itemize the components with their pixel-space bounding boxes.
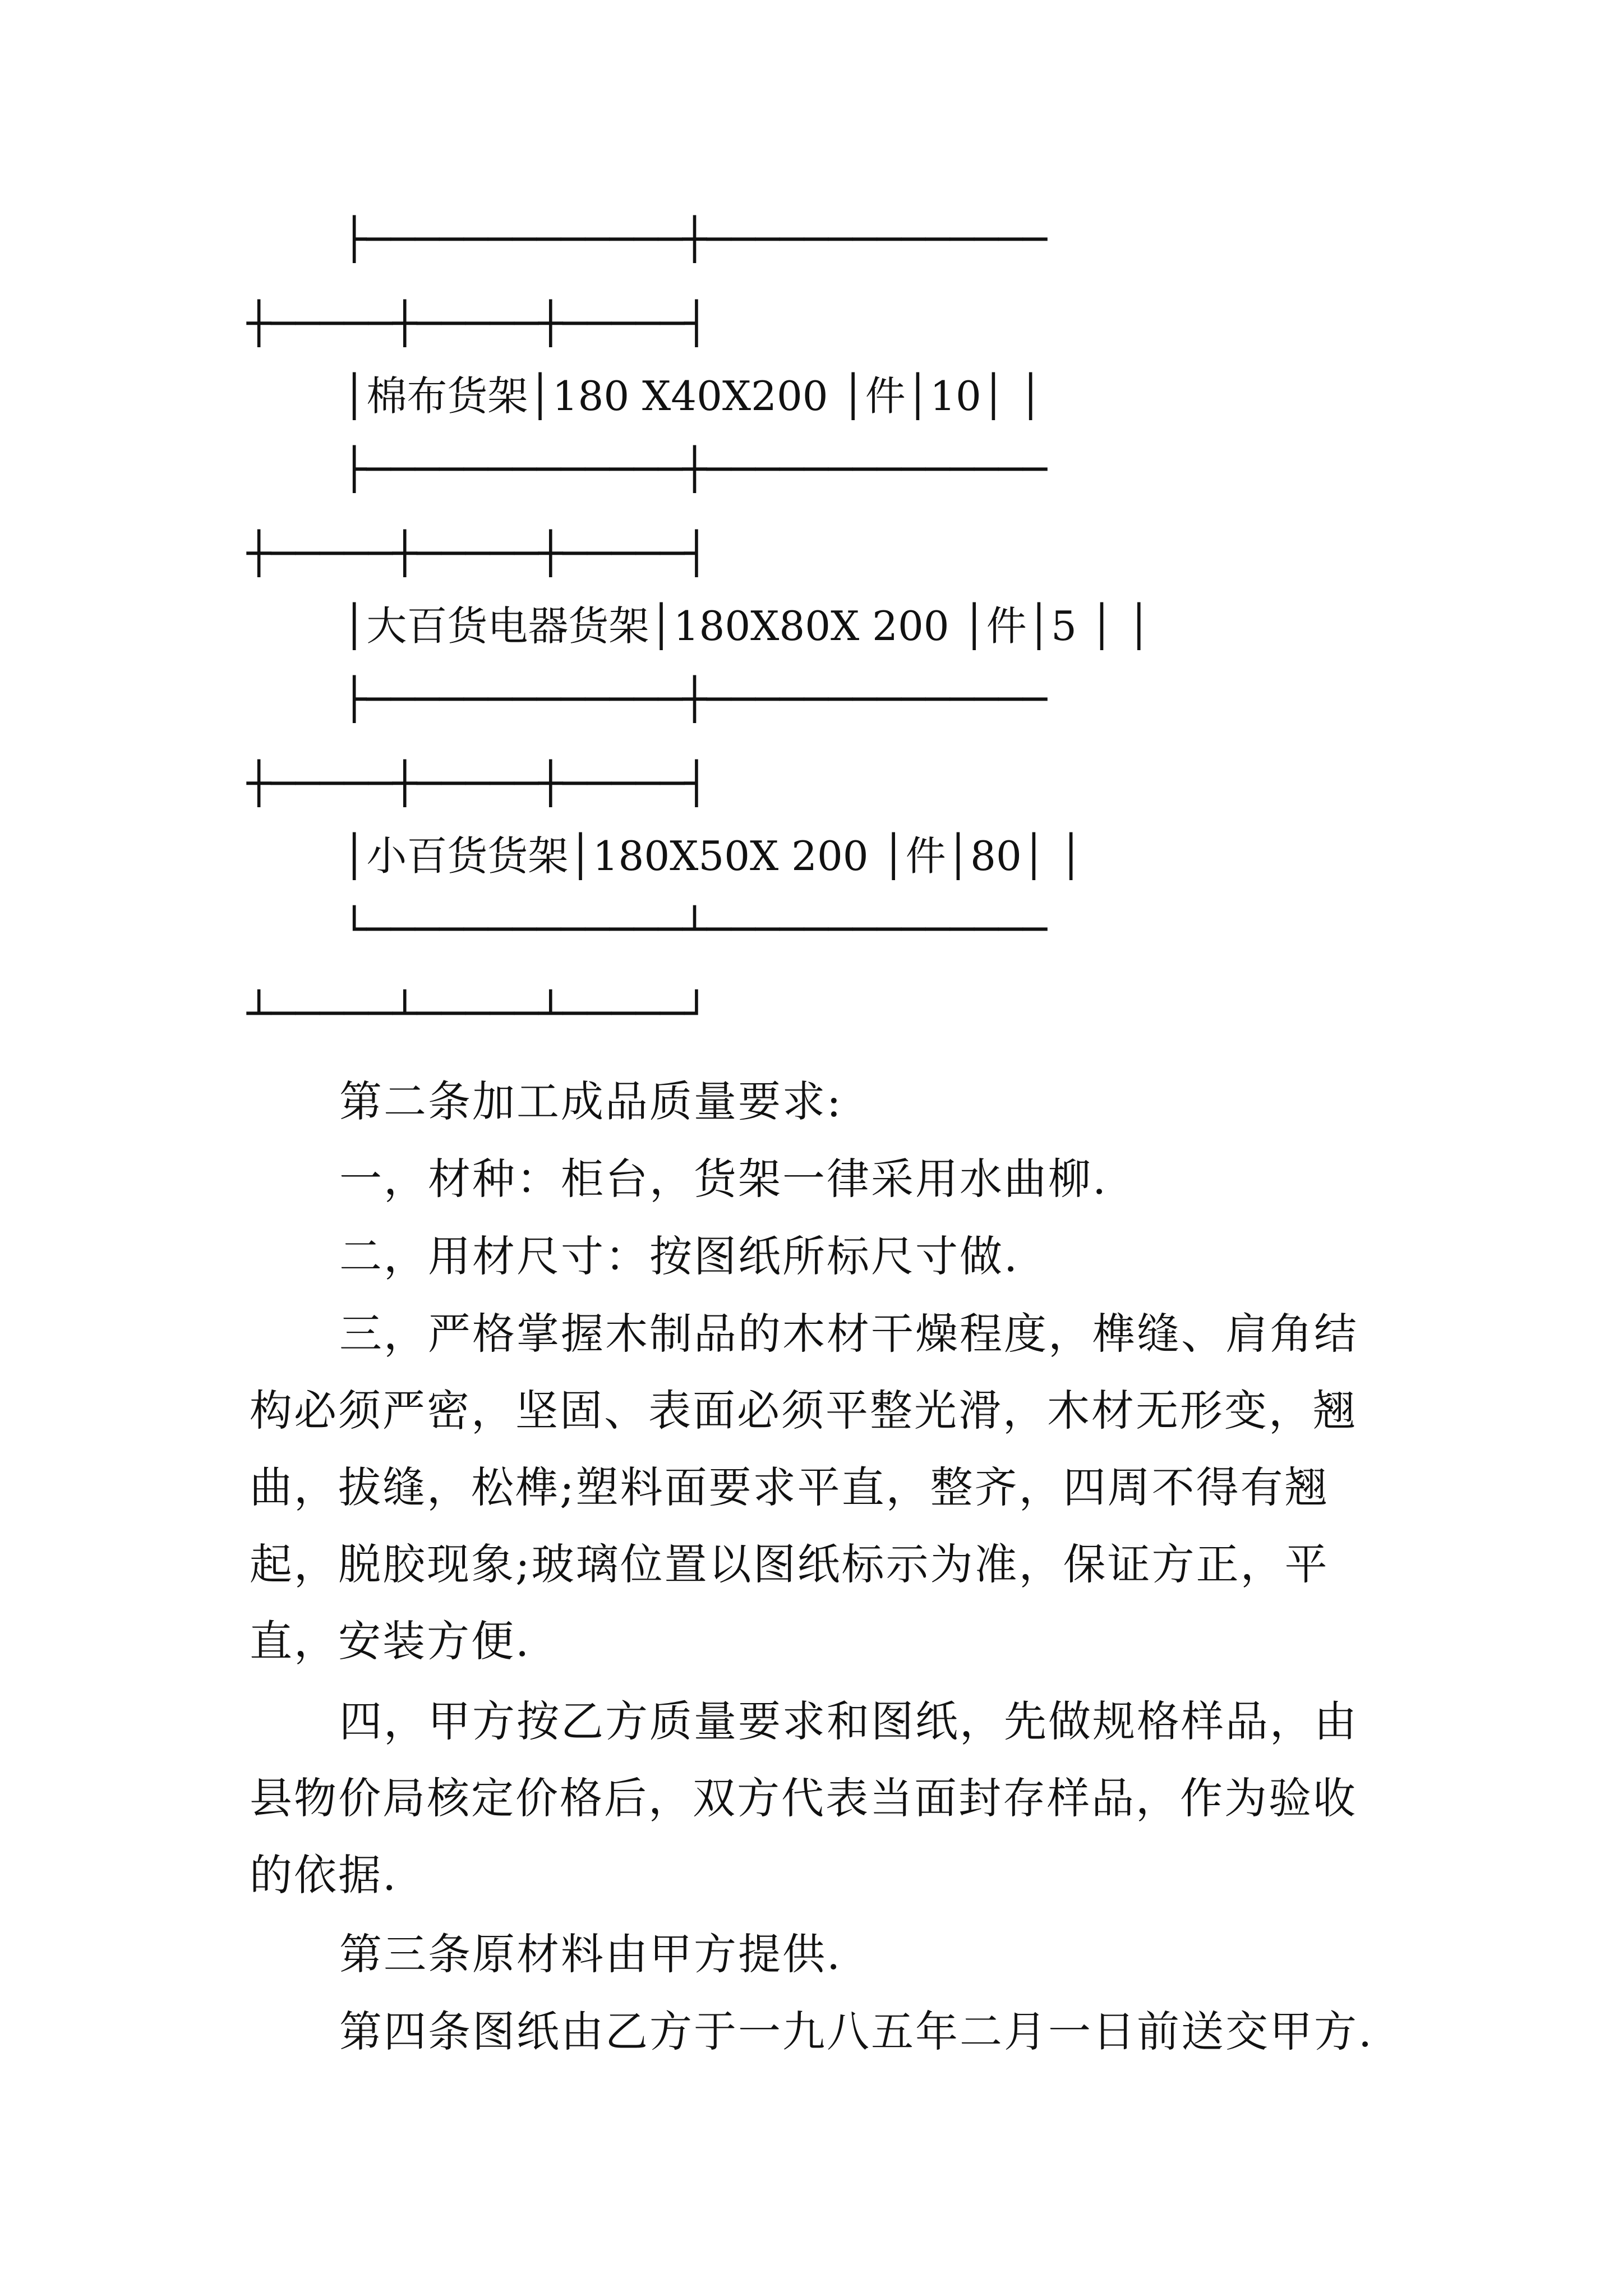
table-closing-line: └─────────────┴──────────────: [342, 905, 1048, 953]
table-separator-cont: ┼─────┼─────┼─────┤: [247, 760, 709, 807]
table-separator: ├─────────────┼──────────────: [342, 445, 1048, 493]
table-separator-cont: ┼─────┼─────┼─────┤: [247, 530, 709, 577]
article-2-item-2: 二，用材尺寸：按图纸所标尺寸做.: [339, 1231, 1020, 1281]
table-separator-top-cont: ┼─────┼─────┼─────┤: [247, 300, 709, 347]
article-2-heading: 第二条加工成品质量要求:: [339, 1076, 843, 1126]
table-separator-top: ├─────────────┼──────────────: [342, 215, 1048, 263]
table-row-small-goods-shelf: │小百货货架│180X50X 200 │件│80│ │: [342, 832, 1083, 880]
table-closing-line-cont: ┴─────┴─────┴─────┘: [247, 990, 709, 1037]
article-3: 第三条原材料由甲方提供.: [339, 1929, 842, 1979]
article-4: 第四条图纸由乙方于一九八五年二月一日前送交甲方.: [339, 2007, 1374, 2056]
article-2-item-1: 一，材种：柜台，货架一律采用水曲柳.: [339, 1154, 1108, 1204]
table-separator: ├─────────────┼──────────────: [342, 675, 1048, 723]
article-2-item-3: 三，严格掌握木制品的木材干燥程度，榫缝、肩角结构必须严密，坚固、表面必须平整光滑，木材无形变，翘曲，拔缝，松榫;塑料面要求平直，整齐，四周不得有翘起，脱胶现象;玻璃位置以图纸标示为准，保证方正，平直，安装方便.: [250, 1309, 1358, 1666]
table-row-cotton-shelf: │棉布货架│180 X40X200 │件│10│ │: [342, 372, 1043, 420]
article-2-item-4: 四，甲方按乙方质量要求和图纸，先做规格样品，由县物价局核定价格后，双方代表当面封存样品，作为验收的依据.: [250, 1696, 1358, 1900]
table-row-appliance-shelf: │大百货电器货架│180X80X 200 │件│5 │ │: [342, 602, 1151, 650]
